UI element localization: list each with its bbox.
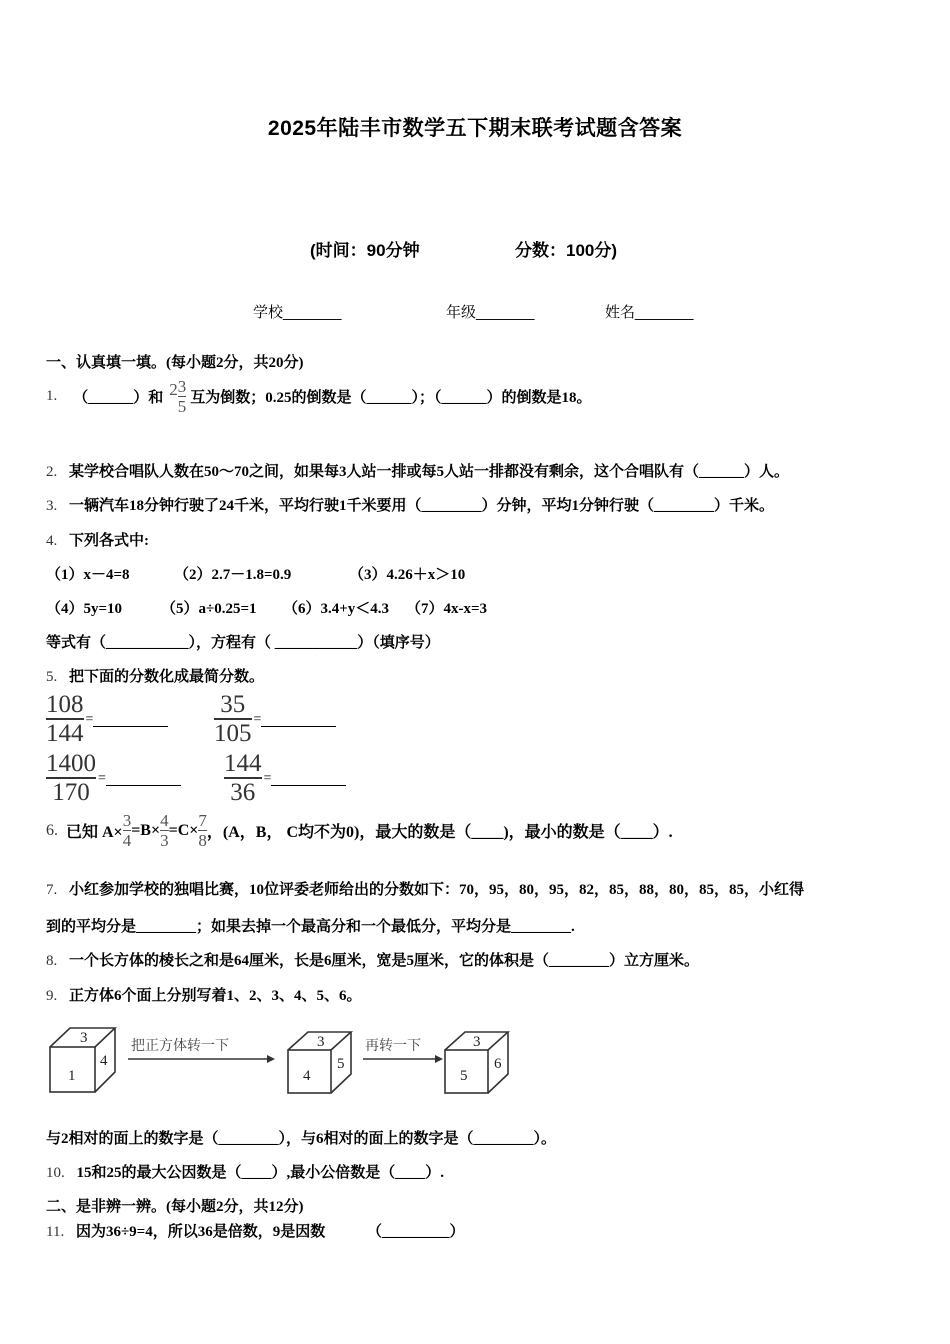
question-text: =C×	[168, 821, 199, 839]
cube-2-right: 5	[337, 1056, 345, 1072]
question-text: 把下面的分数化成最简分数。	[69, 669, 265, 685]
question-number: 3.	[46, 498, 58, 514]
arrow-right-icon	[128, 1055, 275, 1063]
question-text: 已知 A×	[66, 824, 123, 841]
denominator: 5	[177, 397, 187, 416]
question-7	[46, 878, 804, 899]
time-limit: (时间：90分钟	[310, 241, 420, 260]
fraction	[46, 692, 84, 746]
question-number: 5.	[46, 669, 58, 685]
denominator: 170	[52, 779, 90, 806]
arrow-2-label: 再转一下	[365, 1039, 421, 1054]
question-text: 一个长方体的棱长之和是64厘米，长是6厘米，宽是5厘米，它的体积是（________）立方厘米。	[69, 953, 700, 969]
section-2-heading: 二、是非辨一辨。(每小题2分，共12分)	[46, 1199, 304, 1215]
grade-field[interactable]	[446, 301, 534, 322]
equals-sign: =	[263, 771, 272, 786]
fraction-item	[224, 751, 346, 805]
question-text: ，(A，B， C均不为0)，最大的数是（____)，最小的数是（____）.	[206, 824, 673, 841]
cube-1-top: 3	[80, 1030, 88, 1046]
expression-row-1	[46, 563, 466, 584]
question-number: 6.	[46, 821, 58, 839]
section-1-heading: 一、认真填一填。(每小题2分，共20分)	[46, 355, 304, 371]
question-text: 因为36÷9=4，所以36是倍数，9是因数	[75, 1224, 326, 1240]
expression-row-2	[46, 597, 488, 618]
grade-label: 年级	[446, 304, 477, 321]
cube-3-front: 5	[460, 1068, 468, 1084]
expression: （5）a÷0.25=1	[161, 601, 257, 617]
equals-sign: =	[98, 771, 106, 786]
denominator: 8	[198, 831, 207, 850]
question-number: 7.	[46, 882, 58, 898]
expression: （2）2.7－1.8=0.9	[174, 567, 292, 583]
numerator: 108	[46, 691, 84, 718]
answer-blank[interactable]	[271, 785, 346, 786]
question-text: 15和25的最大公因数是（____）,最小公倍数是（____）.	[76, 1165, 445, 1181]
cube-3-top: 3	[473, 1034, 481, 1050]
denominator: 3	[160, 831, 169, 850]
numerator: 3	[177, 377, 187, 396]
fraction	[214, 692, 252, 746]
cube-rotation-figure	[45, 1022, 525, 1102]
question-11	[46, 1220, 465, 1241]
fraction	[178, 378, 187, 415]
question-number: 1.	[46, 388, 58, 404]
question-4-answer: 等式有（___________），方程有（ ___________）（填序号）	[46, 635, 440, 651]
question-text: 正方体6个面上分别写着1、2、3、4、5、6。	[69, 988, 362, 1004]
answer-blank[interactable]	[261, 726, 336, 727]
total-score: 分数：100分)	[515, 241, 618, 260]
mixed-fraction	[169, 378, 186, 415]
answer-blank[interactable]	[106, 785, 181, 786]
question-9	[46, 984, 362, 1005]
expression: （4）5y=10	[46, 601, 123, 617]
question-number: 2.	[46, 464, 58, 480]
cube-2-front: 4	[303, 1068, 311, 1084]
question-text: =B×	[131, 821, 161, 839]
fraction-item	[46, 751, 181, 805]
grade-blank: _______	[476, 304, 535, 321]
fraction	[224, 751, 262, 805]
numerator: 35	[220, 691, 246, 718]
cube-3-right: 6	[494, 1056, 502, 1072]
question-10	[46, 1161, 444, 1182]
denominator: 36	[230, 779, 256, 806]
fraction	[198, 812, 207, 849]
mixed-whole: 2	[169, 379, 178, 399]
numerator: 3	[122, 811, 132, 830]
fraction	[46, 751, 96, 805]
question-number: 10.	[46, 1165, 65, 1181]
question-7-line-2: 到的平均分是________；如果去掉一个最高分和一个最低分，平均分是________.	[46, 919, 575, 935]
numerator: 1400	[46, 750, 96, 777]
question-2	[46, 460, 789, 481]
cube-2-top: 3	[317, 1034, 325, 1050]
arrow-1-label: 把正方体转一下	[131, 1039, 229, 1054]
question-number: 8.	[46, 953, 58, 969]
school-blank: _______	[283, 304, 342, 321]
question-text: 小红参加学校的独唱比赛，10位评委老师给出的分数如下：70，95，80，95，82，85，88，80，85，85，小红得	[69, 882, 805, 898]
school-field[interactable]	[253, 301, 341, 322]
question-text: 某学校合唱队人数在50～70之间，如果每3人站一排或每5人站一排都没有剩余，这个合唱队有（______）人。	[69, 464, 790, 480]
question-1-part-b: 互为倒数；0.25的倒数是（______）；（______）的倒数是18。	[190, 390, 592, 406]
denominator: 144	[46, 720, 84, 747]
numerator: 7	[198, 811, 207, 830]
question-9-answer: 与2相对的面上的数字是（________），与6相对的面上的数字是（________）。	[46, 1131, 557, 1147]
question-8	[46, 949, 699, 970]
question-number: 9.	[46, 988, 58, 1004]
expression: （6）3.4+y＜4.3	[283, 601, 390, 617]
school-label: 学校	[253, 304, 284, 321]
fraction	[160, 812, 169, 849]
fraction-item	[46, 692, 168, 746]
fraction-item	[214, 692, 336, 746]
question-3	[46, 494, 774, 515]
question-number: 4.	[46, 533, 58, 549]
name-label: 姓名	[605, 304, 636, 321]
denominator: 4	[122, 831, 132, 850]
equals-sign: =	[253, 712, 262, 727]
name-field[interactable]	[605, 301, 693, 322]
cube-1-right: 4	[100, 1053, 108, 1069]
name-blank: _______	[635, 304, 694, 321]
question-6	[46, 812, 673, 849]
expression: （1）x－4=8	[46, 567, 130, 583]
arrow-right-icon	[363, 1055, 443, 1063]
numerator: 4	[160, 811, 169, 830]
expression: （7）4x-x=3	[406, 601, 488, 617]
question-1	[46, 378, 592, 415]
denominator: 105	[214, 720, 252, 747]
question-1-part-a: （______）和	[73, 390, 164, 406]
cube-1-front: 1	[68, 1068, 76, 1084]
equals-sign: =	[85, 712, 94, 727]
question-4	[46, 529, 149, 550]
fraction	[123, 812, 132, 849]
question-text: 下列各式中:	[69, 533, 149, 549]
expression: （3）4.26＋x＞10	[349, 567, 466, 583]
document-title: 2025年陆丰市数学五下期末联考试题含答案	[267, 117, 683, 140]
numerator: 144	[224, 750, 262, 777]
answer-blank[interactable]: （_________）	[366, 1224, 465, 1240]
question-number: 11.	[46, 1224, 65, 1240]
answer-blank[interactable]	[93, 726, 168, 727]
question-text: 一辆汽车18分钟行驶了24千米，平均行驶1千米要用（________）分钟，平均1分钟行驶（________）千米。	[69, 498, 775, 514]
question-5	[46, 665, 264, 686]
